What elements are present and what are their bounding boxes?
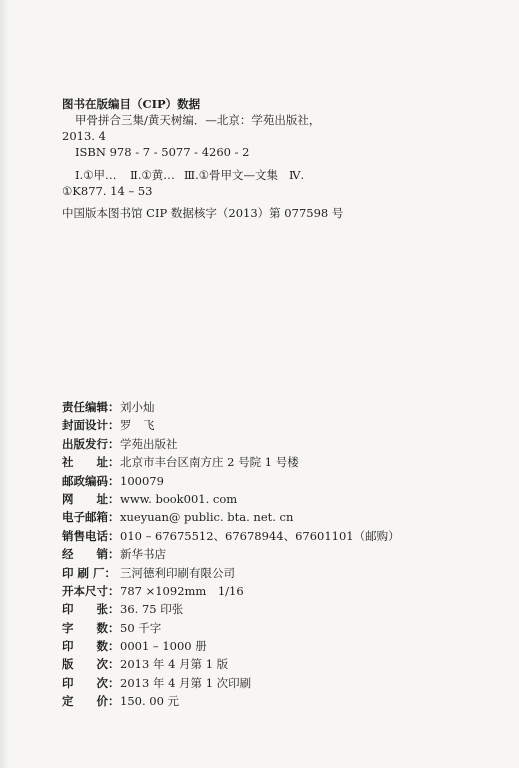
colophon-row-cover-design — [62, 418, 502, 436]
colophon-value: 三河德利印刷有限公司 — [120, 565, 235, 580]
colophon-label: 印 数： — [62, 639, 120, 654]
colophon-label: 销售电话： — [62, 528, 120, 543]
colophon-row-publisher — [62, 437, 502, 455]
colophon-label: 电子邮箱： — [62, 510, 120, 525]
cip-heading: 图书在版编目（CIP）数据 — [62, 97, 201, 111]
colophon-row-edition — [62, 657, 502, 675]
colophon-row-sales-phone — [62, 529, 502, 547]
colophon-row-postal-code — [62, 474, 502, 492]
colophon-value: 010 – 67675512、67678944、67601101（邮购） — [120, 528, 400, 543]
colophon-row-printed-sheets — [62, 602, 502, 620]
colophon-value: 2013 年 4 月第 1 版 — [120, 657, 229, 672]
colophon-value: 100079 — [120, 473, 164, 488]
cip-classification-4: Ⅳ. — [289, 168, 305, 182]
colophon-value: xueyuan@ public. bta. net. cn — [120, 510, 294, 525]
colophon-row-printer — [62, 566, 502, 584]
colophon-row-email — [62, 510, 502, 528]
colophon-label: 字 数： — [62, 620, 120, 635]
colophon-value: 学苑出版社 — [120, 436, 178, 451]
cip-classification-3: Ⅲ.①骨甲文—文集 — [184, 168, 279, 182]
colophon-value: 50 千字 — [120, 620, 162, 635]
colophon-value: 刘小灿 — [120, 400, 155, 414]
cip-classification-1: Ⅰ.①甲… — [75, 168, 117, 182]
colophon-row-address — [62, 455, 502, 473]
scan-edge-shadow — [0, 0, 9, 768]
colophon-label: 出版发行： — [62, 436, 120, 451]
colophon-label: 版 次： — [62, 657, 120, 672]
colophon-label: 开本尺寸： — [62, 583, 120, 598]
colophon-row-print-run — [62, 639, 502, 657]
colophon-row-word-count — [62, 621, 502, 639]
colophon-label: 印 次： — [62, 675, 120, 690]
colophon-label: 定 价： — [62, 694, 120, 709]
colophon-row-distributor — [62, 547, 502, 565]
colophon-value: 北京市丰台区南方庄 2 号院 1 号楼 — [120, 455, 299, 470]
colophon-label: 封面设计： — [62, 418, 120, 433]
cip-isbn: ISBN 978 - 7 - 5077 - 4260 - 2 — [75, 145, 250, 159]
colophon-value: 罗 飞 — [120, 418, 155, 433]
cip-classification-2: Ⅱ.①黄… — [130, 168, 175, 182]
colophon-row-format — [62, 584, 502, 602]
colophon-row-printing — [62, 676, 502, 694]
colophon-label: 社 址： — [62, 455, 120, 470]
colophon-value: 新华书店 — [120, 547, 166, 562]
colophon-label: 经 销： — [62, 547, 120, 562]
colophon-label: 邮政编码： — [62, 473, 120, 488]
colophon-row-editor — [62, 400, 502, 418]
colophon-label: 印 刷 厂： — [62, 565, 117, 580]
cip-title-line: 甲骨拼合三集/黄天树编．—北京：学苑出版社， — [75, 113, 321, 127]
colophon-value: 0001 – 1000 册 — [120, 639, 207, 654]
cip-class-number: ①K877. 14 – 53 — [62, 184, 153, 198]
colophon — [62, 400, 502, 713]
colophon-value: 150. 00 元 — [120, 694, 180, 709]
colophon-value: 787 ×1092mm 1/16 — [120, 583, 244, 598]
cip-date-line: 2013. 4 — [62, 129, 106, 143]
colophon-label: 责任编辑： — [62, 400, 120, 414]
colophon-row-website — [62, 492, 502, 510]
colophon-row-price — [62, 694, 502, 712]
colophon-value: 36. 75 印张 — [120, 602, 184, 617]
colophon-value: 2013 年 4 月第 1 次印刷 — [120, 675, 252, 690]
colophon-label: 印 张： — [62, 602, 120, 617]
colophon-value: www. book001. com — [120, 491, 238, 506]
cip-data-number: 中国版本图书馆 CIP 数据核字（2013）第 077598 号 — [62, 206, 344, 220]
colophon-label: 网 址： — [62, 491, 120, 506]
